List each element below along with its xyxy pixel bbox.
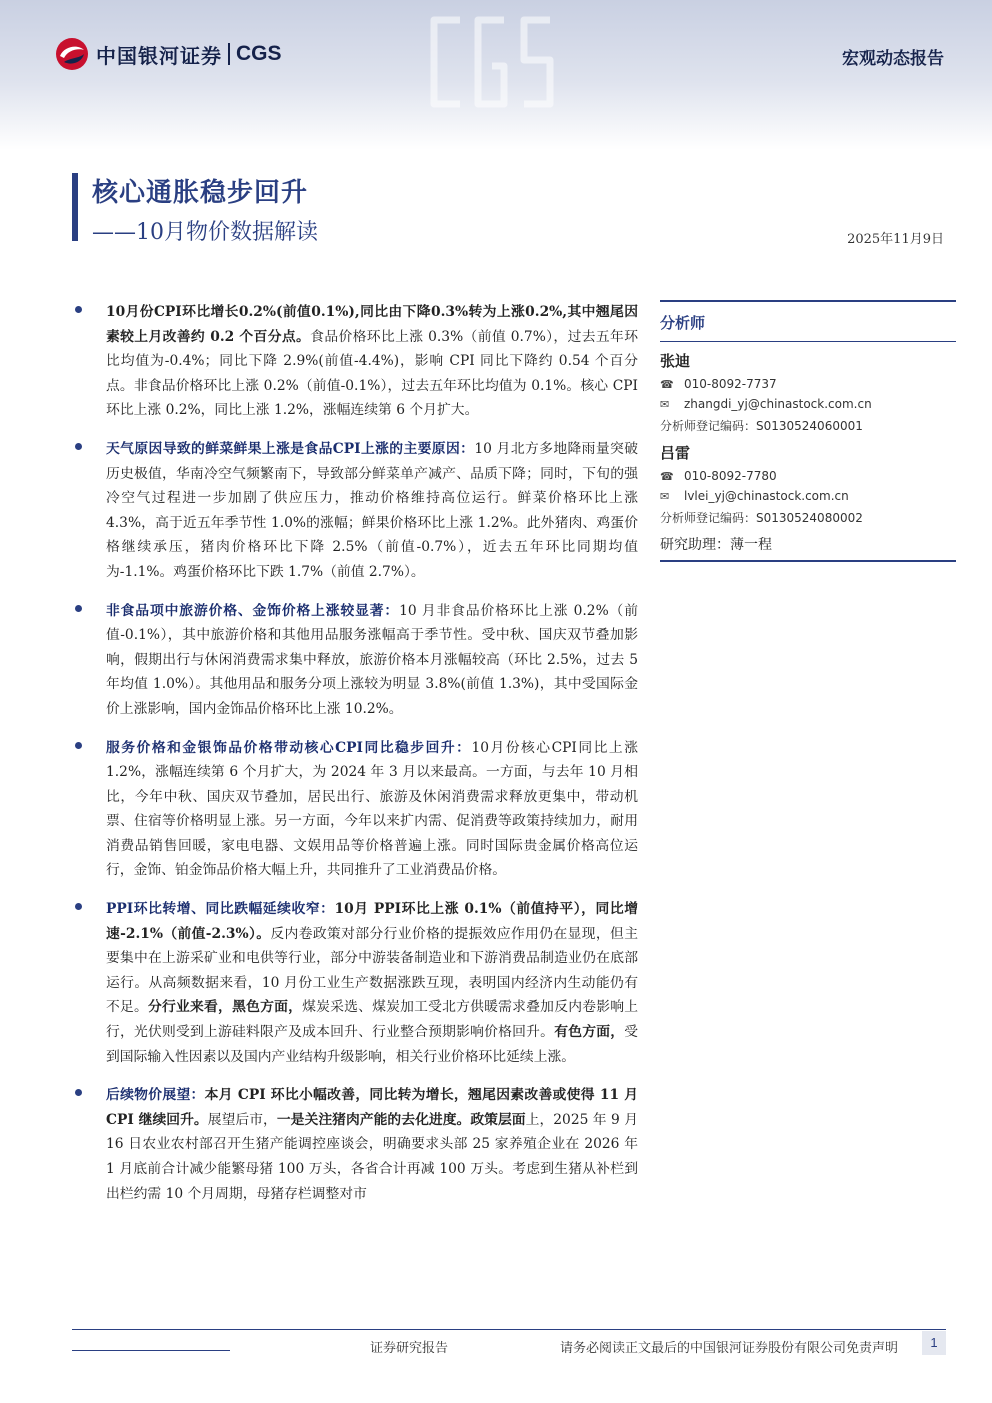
bullet-lead-2: 本月 CPI 环比小幅改善，同比转为增长，翘尾因素改善或使得 11 月 CPI 继续回升。 [106, 1087, 638, 1128]
bullet-outlook [72, 1083, 638, 1206]
analyst-card [660, 350, 956, 434]
bullet-dot-icon [75, 443, 82, 450]
page-subtitle: ——10月物价数据解读 [92, 220, 318, 245]
bullet-body: 10 月非食品价格环比上涨 0.2%（前值-0.1%），其中旅游价格和其他用品服务涨幅高于季节性。受中秋、国庆双节叠加影响，假期出行与休闲消费需求集中释放，旅游价格本月涨幅较高（环比 2.5%，过去 5 年均值 1.0%）。其他用品和服务分项上涨较为明显 3.8%(前值 1.3%)，其中受国际金价上涨影响，国内金饰品价格环比上涨 10.2%。 [106, 602, 638, 717]
report-date: 2025年11月9日 [847, 232, 944, 247]
title-accent-bar [72, 173, 78, 241]
sidebar-title: 分析师 [660, 314, 706, 332]
analyst-card [660, 442, 956, 526]
research-assistant: 研究助理：薄一程 [660, 534, 956, 562]
bullet-body: 食品价格环比上涨 0.3%（前值 0.7%），过去五年环比均值为-0.4%；同比下降 2.9%(前值-4.4%)，影响 CPI 同比下降约 0.54 个百分点。非食品价格环比上涨 0.2%（前值-0.1%），过去五年环比均值为 0.1%。核心 CPI 环比上涨 0.2%，同比上涨 1.2%，涨幅连续第 6 个月扩大。 [106, 328, 638, 419]
analyst-email [660, 489, 956, 503]
cgs-logo-icon [54, 36, 90, 72]
phone-number: 010-8092-7737 [684, 377, 777, 391]
sidebar-divider [660, 300, 956, 302]
analyst-phone [660, 377, 956, 391]
analyst-email [660, 397, 956, 411]
report-type: 宏观动态报告 [842, 49, 944, 69]
phone-icon: ☎ [660, 469, 674, 483]
analyst-registration: 分析师登记编码：S0130524080002 [660, 511, 863, 525]
brand-logo [54, 36, 282, 72]
mail-icon: ✉ [660, 489, 670, 503]
bullet-dot-icon [75, 903, 82, 910]
analyst-registration: 分析师登记编码：S0130524060001 [660, 419, 863, 433]
bullet-ppi [72, 897, 638, 1069]
bullet-lead: 天气原因导致的鲜菜鲜果上涨是食品CPI上涨的主要原因： [106, 440, 475, 457]
email-address[interactable]: zhangdi_yj@chinastock.com.cn [684, 397, 872, 411]
analyst-name: 张迪 [660, 352, 691, 370]
bullet-lead: PPI环比转增、同比跌幅延续收窄： [106, 901, 335, 918]
brand-name-cn: 中国银河证券 [96, 43, 222, 68]
footer-accent-line [72, 1350, 230, 1351]
bullet-lead-4: 有色方面， [554, 1024, 625, 1041]
bullet-body: 10月份核心CPI同比上涨 1.2%，涨幅连续第 6 个月扩大，为 2024 年 3 月以来最高。一方面，与去年 10 月相比，今年中秋、国庆双节叠加，居民出行、旅游及休闲消费需求释放更集中，带动机票、住宿等价格明显上涨。另一方面，今年以来扩内需、促消费等政策持续加力，耐用消费品销售回暖，家电电器、文娱用品等价格普遍上涨。同时国际贵金属价格高位运行，金饰、铂金饰品价格大幅上升，共同推升了工业消费品价格。 [106, 739, 638, 879]
bullet-body-2: 煤炭采选、煤炭加工受北方供暖需求叠加反内卷影响上行，光伏则受到上游硅料限产及成本回升、行业整合预期影响价格回升。 [106, 999, 639, 1041]
footer-divider [72, 1329, 946, 1330]
sidebar-divider [660, 341, 956, 342]
page-title: 核心通胀稳步回升 [92, 178, 309, 208]
bullet-non-food [72, 599, 638, 722]
brand-name-en: CGS [236, 42, 282, 65]
email-address[interactable]: lvlei_yj@chinastock.com.cn [684, 489, 849, 503]
bullet-lead: 10月份CPI环比增长0.2%(前值0.1%),同比由下降0.3%转为上涨0.2%,其中翘尾因素较上月改善约 0.2 个百分点。 [106, 304, 638, 345]
bullet-lead-3: 分行业来看，黑色方面， [148, 999, 303, 1016]
analyst-sidebar [660, 300, 956, 562]
bullet-body: 反内卷政策对部分行业价格的提振效应作用仍在显现，但主要集中在上游采矿业和电供等行业，部分中游装备制造业和下游消费品制造业仍在底部运行。从高频数据来看，10 月份工业生产数据涨跌互现，表明国内经济内生动能仍有不足。 [106, 925, 639, 1016]
main-content [72, 300, 638, 1220]
page-number: 1 [922, 1331, 946, 1355]
analyst-name: 吕雷 [660, 444, 691, 462]
bullet-lead: 非食品项中旅游价格、金饰价格上涨较显著： [106, 602, 400, 619]
bullet-body-3: 受到国际输入性因素以及国内产业结构升级影响，相关行业价格环比延续上涨。 [106, 1024, 639, 1065]
bullet-lead: 后续物价展望： [106, 1087, 205, 1104]
cgs-watermark [420, 8, 570, 118]
bullet-lead-3: 一是关注猪肉产能的去化进度。政策层面 [276, 1111, 526, 1128]
analyst-phone [660, 469, 956, 483]
bullet-lead: 服务价格和金银饰品价格带动核心CPI同比稳步回升： [106, 739, 472, 756]
phone-icon: ☎ [660, 377, 674, 391]
bullet-food-cpi [72, 437, 638, 585]
bullet-dot-icon [75, 742, 82, 749]
bullet-cpi-summary [72, 300, 638, 423]
phone-number: 010-8092-7780 [684, 469, 777, 483]
bullet-body: 10 月北方多地降雨量突破历史极值，华南冷空气频繁南下，导致部分鲜菜单产减产、品质下降；同时，下旬的强冷空气过程进一步加剧了供应压力，推动价格维持高位运行。鲜菜价格环比上涨 4.3%，高于近五年季节性 1.0%的涨幅；鲜果价格环比上涨 1.2%。此外猪肉、鸡蛋价格继续承压，猪肉价格环比下降 2.5%（前值-0.7%），近去五年环比同期均值为-1.1%。鸡蛋价格环比下跌 1.7%（前值 2.7%）。 [106, 440, 638, 580]
bullet-core-cpi [72, 736, 638, 884]
footer-disclaimer: 请务必阅读正文最后的中国银河证券股份有限公司免责声明 [560, 1341, 899, 1356]
brand-separator [228, 43, 230, 65]
bullet-lead-2: 10月 PPI环比上涨 0.1%（前值持平），同比增速-2.1%（前值-2.3%）。 [106, 901, 638, 942]
bullet-body-2: 上，2025 年 9 月 16 日农业农村部召开生猪产能调控座谈会，明确要求头部 25 家养殖企业在 2026 年 1 月底前合计减少能繁母猪 100 万头，各省合计再减 100 万头。考虑到生猪从补栏到出栏约需 10 个月周期，母猪存栏调整对市 [106, 1111, 639, 1202]
bullet-body: 展望后市， [207, 1111, 277, 1128]
bullet-dot-icon [75, 306, 82, 313]
footer-label: 证券研究报告 [370, 1341, 449, 1356]
bullet-dot-icon [75, 1089, 82, 1096]
bullet-dot-icon [75, 605, 82, 612]
mail-icon: ✉ [660, 397, 670, 411]
